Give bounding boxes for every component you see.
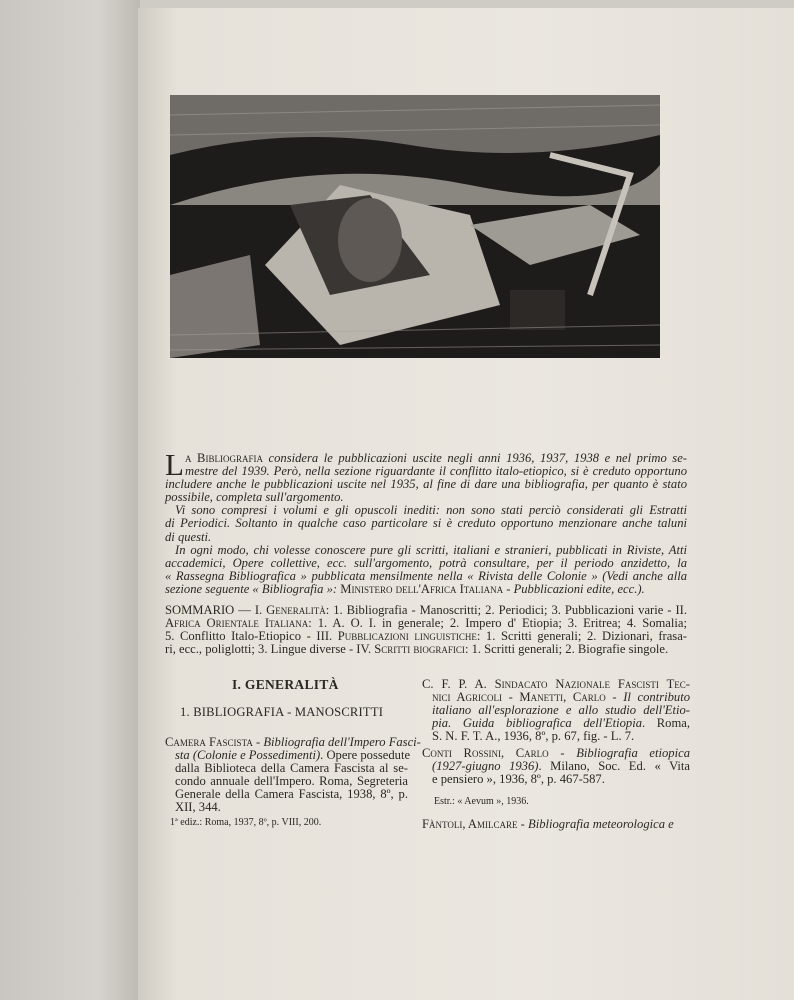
text-segment: dalla Biblioteca della Camera Fascista al se- [175,761,408,776]
text-line [165,801,408,814]
text-line [165,583,687,596]
text-segment: C. F. P. A. Sindacato Nazionale Fascisti Tec- [422,677,690,691]
facing-page-edge [0,0,140,1000]
text-line [165,643,687,656]
text-segment: mestre del 1939. Però, nella sezione riguardante il conflitto italo-etiopico, si è creduto opportuno [185,464,687,479]
text-line [422,730,690,743]
text-segment: Pubblicazioni linguistiche [337,629,477,644]
summary-paragraph [165,604,687,656]
text-segment: - Bibliografia etiopica [548,746,690,760]
bibliography-entry [165,735,421,815]
text-segment: . Milano, Soc. Ed. « Vita [538,759,691,774]
entry-note: 1ª ediz.: Roma, 1937, 8º, p. VIII, 200. [170,817,322,828]
text-segment: S. N. F. T. A., 1936, 8º, p. 67, fig. - L. 7. [432,729,635,744]
bibliography-entry [422,818,690,831]
text-line [422,773,690,786]
text-segment: : 1. Scritti generali; 2. Dizionari, frasa- [476,629,687,644]
text-segment: condo annuale dell'Impero. Roma, Segreteria [175,774,408,789]
text-segment: italiano all'esplorazione e allo studio dell'Etio- [432,703,690,718]
text-segment: XII, 344. [175,800,221,815]
drop-cap: L [165,447,184,482]
section-title: I. GENERALITÀ [232,677,339,692]
text-segment: (1927-giugno 1936) [432,759,539,774]
text-segment: - Bibliografia meteorologica e [517,817,674,831]
text-segment: SOMMARIO — I. [165,603,267,617]
bibliography-entry [422,678,690,743]
text-segment: In ogni modo, chi volesse conoscere pure gli scritti, italiani e stranieri, pubblicati in Riviste, Atti [175,542,687,557]
text-segment: pia. Guida bibliografica dell'Etiopia [432,716,642,731]
text-segment: : 1. Bibliografia - Manoscritti; 2. Periodici; 3. Pubblicazioni varie - II. [325,603,687,617]
text-segment: includere anche le pubblicazioni uscite nel 1935, al fine di dare una bibliografia, per quanto è stato [165,477,687,492]
text-segment: - Bibliografia dell'Impero Fasci- [252,735,421,749]
text-segment: a Bibliografia [185,451,263,465]
text-segment: considera le pubblicazioni uscite negli anni 1936, 1937, 1938 e nel primo se- [262,451,687,465]
text-segment: - Pubblicazioni edite, ecc.). [503,581,645,596]
text-segment: Conti Rossini, Carlo [422,746,549,760]
entry-note: Estr.: « Aevum », 1936. [434,796,529,807]
text-segment: e pensiero », 1936, 8º, p. 467-587. [432,772,605,787]
text-line [422,818,690,831]
text-segment: sezione seguente « Bibliografia »: [165,581,341,596]
intro-paragraphs [165,447,687,596]
text-segment: « Rassegna Bibliografica » pubblicata mensilmente nella « Rivista delle Colonie » (Vedi anche alla [165,568,687,583]
text-segment: nici Agricoli - Manetti, Carlo [432,690,606,705]
woodcut-illustration [170,95,660,358]
text-segment: Africa Orientale Italiana [165,616,309,631]
subsection-title: 1. BIBLIOGRAFIA - MANOSCRITTI [180,705,384,719]
text-segment: possibile, completa sull'argomento. [165,490,344,505]
text-segment: di Periodici. Soltanto in qualche caso particolare si è creduto opportuno menzionare anche taluni [165,516,687,531]
text-segment: 5. Conflitto Italo-Etiopico - III. [165,629,338,644]
text-segment: Vi sono compresi i volumi e gli opuscoli inediti: non sono stati perciò considerati gli Estratti [175,503,687,518]
text-segment: . Roma, [642,716,690,731]
text-segment: - Il contributo [605,690,690,705]
text-segment: ri, ecc., poliglotti; 3. Lingue diverse - IV. [165,642,375,657]
text-segment: : 1. Scritti generali; 2. Biografie singole. [464,642,669,657]
text-segment: Camera Fascista [165,735,253,749]
text-segment: accademici, Opere collettive, ecc. sull'argomento, potrà consultare, per il periodo anzidetto, la [165,555,687,570]
text-segment: Scritti biografici [374,642,465,657]
text-segment: Generalità [266,603,326,617]
text-segment: sta (Colonie e Possedimenti) [175,748,321,763]
text-segment: Generale della Camera Fascista, 1938, 8º, p. [175,787,408,802]
text-segment: Fàntoli, Amilcare [422,817,518,831]
text-segment: Ministero dell'Africa Italiana [340,581,504,596]
text-segment: : 1. A. O. I. in generale; 2. Impero d' Etiopia; 3. Eritrea; 4. Somalia; [308,616,687,631]
text-segment: . Opere possedute [320,748,411,763]
bibliography-entry [422,747,690,786]
text-line [165,517,687,530]
text-segment: di questi. [165,529,212,544]
